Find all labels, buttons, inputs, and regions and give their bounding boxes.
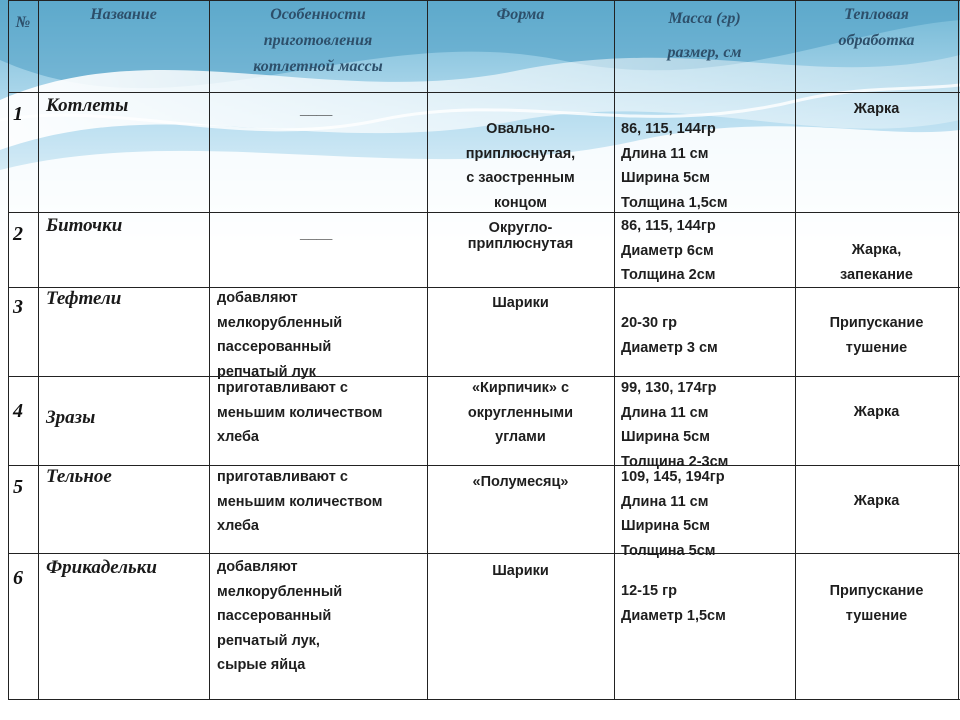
- row-number: 4: [13, 400, 23, 422]
- row-mass: 20-30 гр Диаметр 3 см: [621, 315, 718, 356]
- row-mass: 86, 115, 144гр Диаметр 6см Толщина 2см: [621, 218, 716, 283]
- row-name: Фрикадельки: [46, 557, 157, 578]
- row-number: 1: [13, 103, 23, 125]
- row-mass: 99, 130, 174гр Длина 11 см Ширина 5см Толщина 2-3см: [621, 380, 729, 470]
- row-shape: Овально- приплюснутая, с заостренным концом: [465, 121, 576, 211]
- row-number: 5: [13, 476, 23, 498]
- header-name: Название: [90, 6, 157, 23]
- row-shape: Округло- приплюснутая: [467, 220, 574, 252]
- row-features: приготавливают с меньшим количеством хлеба: [217, 380, 383, 445]
- row-mass: 86, 115, 144гр Длина 11 см Ширина 5см Толщина 1,5см: [621, 121, 728, 211]
- row-features: ____: [300, 102, 333, 118]
- row-heat: Припускание тушение: [829, 583, 924, 624]
- row-heat: Жарка, запекание: [840, 242, 913, 283]
- row-heat: Жарка: [853, 101, 900, 117]
- row-mass: 12-15 гр Диаметр 1,5см: [621, 583, 726, 624]
- row-features: добавляют мелкорубленный пассерованный репчатый лук, сырые яйца: [217, 559, 343, 673]
- row-name: Котлеты: [46, 95, 129, 116]
- row-heat: Припускание тушение: [829, 315, 924, 356]
- header-mass: Масса (гр) размер, см: [667, 10, 742, 61]
- row-shape: «Кирпичик» с округленными углами: [467, 380, 574, 445]
- header-features: Особенности приготовления котлетной массы: [253, 6, 383, 75]
- row-number: 3: [13, 296, 23, 318]
- header-heat: Тепловая обработка: [838, 6, 915, 49]
- row-features: ____: [300, 226, 333, 242]
- row-name: Тельное: [46, 466, 112, 487]
- row-shape: Шарики: [492, 295, 549, 311]
- row-features: приготавливают с меньшим количеством хлеба: [217, 469, 383, 534]
- row-number: 2: [13, 223, 23, 245]
- header-number: №: [15, 14, 31, 31]
- row-name: Зразы: [46, 407, 96, 428]
- row-shape: Шарики: [492, 563, 549, 579]
- row-number: 6: [13, 567, 23, 589]
- row-name: Биточки: [46, 215, 123, 236]
- row-heat: Жарка: [853, 404, 900, 420]
- header-shape: Форма: [496, 6, 545, 23]
- row-name: Тефтели: [46, 288, 122, 309]
- row-shape: «Полумесяц»: [472, 474, 569, 490]
- row-features: добавляют мелкорубленный пассерованный репчатый лук: [217, 290, 343, 380]
- row-heat: Жарка: [853, 493, 900, 509]
- row-mass: 109, 145, 194гр Длина 11 см Ширина 5см Толщина 5см: [621, 469, 725, 559]
